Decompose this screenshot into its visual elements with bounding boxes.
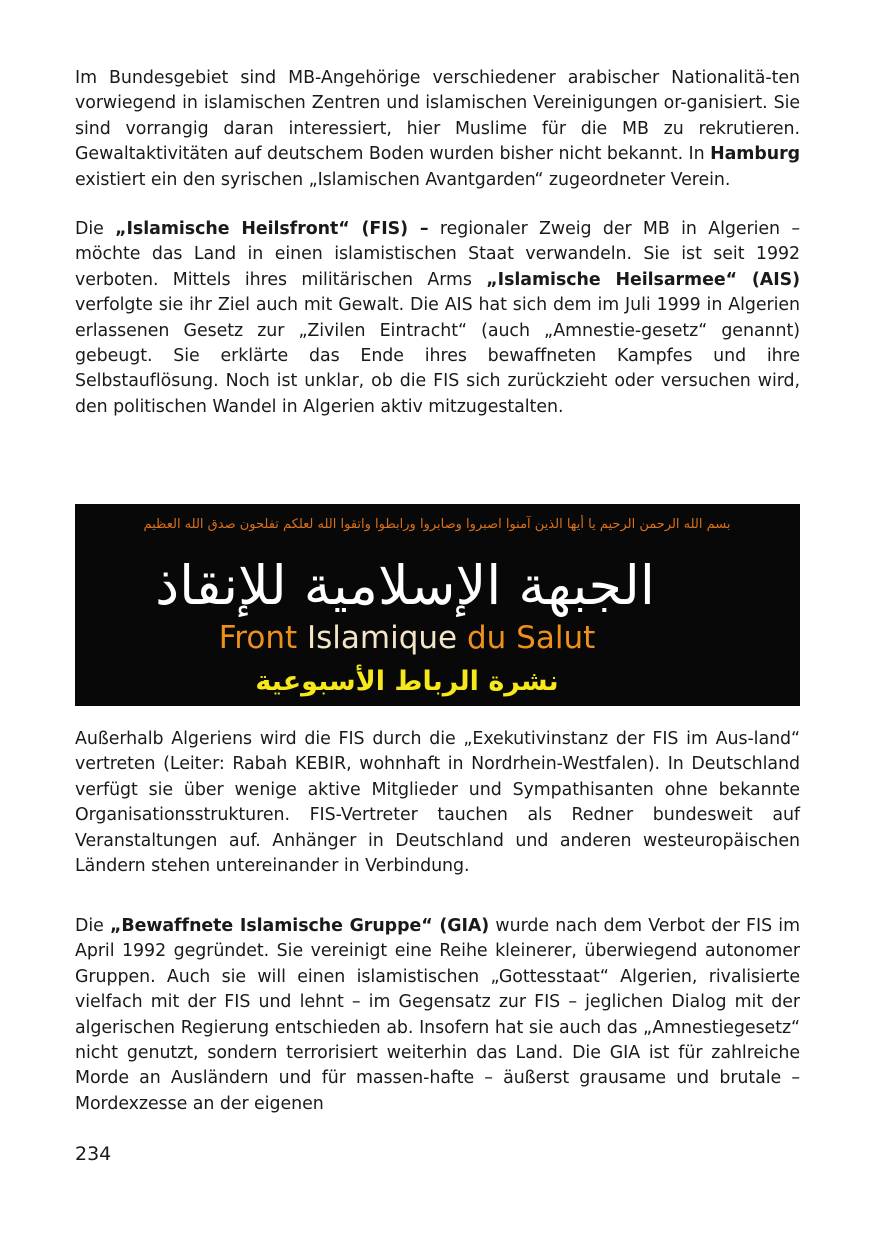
- paragraph-3: Außerhalb Algeriens wird die FIS durch die „Exekutivinstanz der FIS im Aus-land“ vertreten (Leiter: Rabah KEBIR, wohnhaft in Nordrhein-Westfalen). In Deutschland verfügt sie über wenige aktive Mitglieder und Sympathisanten ohne bekannte Organisationsstrukturen. FIS-Vertreter tauchen als Redner bundesweit auf Veranstaltungen auf. Anhänger in Deutschland und anderen westeuropäischen Ländern stehen untereinander in Verbindung.: [75, 729, 800, 877]
- paragraph-2: [75, 217, 800, 420]
- paragraph-2-text-b: regionaler Zweig der MB in Algerien – möchte das Land in einen islamistischen Staat verwandeln. Sie ist seit 1992 verboten. Mittels ihres militärischen Arms: [75, 219, 800, 290]
- text-block-middle: [75, 727, 800, 879]
- paragraph-1-text-b: existiert ein den syrischen „Islamischen Avantgarden“ zugeordneter Verein.: [75, 169, 731, 190]
- paragraph-4-text-b: wurde nach dem Verbot der FIS im April 1992 gegründet. Sie vereinigt eine Reihe kleinerer, überwiegend autonomer Gruppen. Auch sie will einen islamistischen „Gottesstaat“ Algerien, rivalisierte vielfach mit der FIS und lehnt – im Gegensatz zur FIS – jeglichen Dialog mit der algerischen Regierung entschieden ab. Insofern hat sie auch das „Amnestiegesetz“ nicht genutzt, sondern terrorisiert weiterhin das Land. Die GIA ist für zahlreiche Morde an Ausländern und für massen-hafte – äußerst grausame und brutale – Mordexzesse an der eigenen: [75, 916, 800, 1114]
- banner-french-front: Front: [218, 620, 308, 656]
- paragraph-2-text-c: verfolgte sie ihr Ziel auch mit Gewalt. Die AIS hat sich dem im Juli 1999 in Algerien erlassenen Gesetz zur „Zivilen Eintracht“ (auch „Amnestie-gesetz“ genannt) gebeugt. Sie erklärte das Ende ihres bewaffneten Kampfes und ihre Selbstauflösung. Noch ist unklar, ob die FIS sich zurückzieht oder versuchen wird, den politischen Wandel in Algerien aktiv mitzugestalten.: [75, 295, 800, 417]
- banner-arabic-title: الجبهة الإسلامية للإنقاذ: [155, 554, 655, 617]
- paragraph-4-text-a: Die: [75, 916, 110, 936]
- paragraph-2-bold-fis: „Islamische Heilsfront“ (FIS) –: [115, 219, 429, 240]
- paragraph-1-bold-hamburg: Hamburg: [710, 144, 801, 165]
- banner-arabic-subtitle: نشرة الرباط الأسبوعية: [255, 666, 559, 697]
- paragraph-4-bold-gia: „Bewaffnete Islamische Gruppe“ (GIA): [110, 916, 490, 936]
- paragraph-1: [75, 66, 800, 193]
- fis-banner-svg: [75, 504, 800, 706]
- paragraph-1-text-a: Im Bundesgebiet sind MB-Angehörige verschiedener arabischer Nationalitä-ten vorwiegend in islamischen Zentren und islamischen Vereinigungen or-ganisiert. Sie sind vorrangig daran interessiert, hier Muslime für die MB zu rekrutieren. Gewaltaktivitäten auf deutschem Boden wurden bisher nicht bekannt. In: [75, 68, 800, 165]
- banner-french-islamique: Islamique: [307, 620, 458, 656]
- banner-arabic-top-line: بسم الله الرحمن الرحيم يا أيها الذين آمنوا اصبروا وصابروا ورابطوا واتقوا الله لعلكم تفلحون صدق الله العظيم: [143, 517, 731, 532]
- banner-french-du-salut: du Salut: [457, 620, 596, 656]
- paragraph-2-bold-ais: „Islamische Heilsarmee“ (AIS): [486, 269, 800, 290]
- paragraph-4: [75, 914, 800, 1117]
- text-block-bottom: [75, 914, 800, 1117]
- fis-banner-image: [75, 504, 800, 706]
- paragraph-2-text-a: Die: [75, 219, 116, 240]
- text-block-top: [75, 66, 800, 420]
- page-number: 234: [75, 1143, 112, 1165]
- banner-french-title: [219, 620, 596, 656]
